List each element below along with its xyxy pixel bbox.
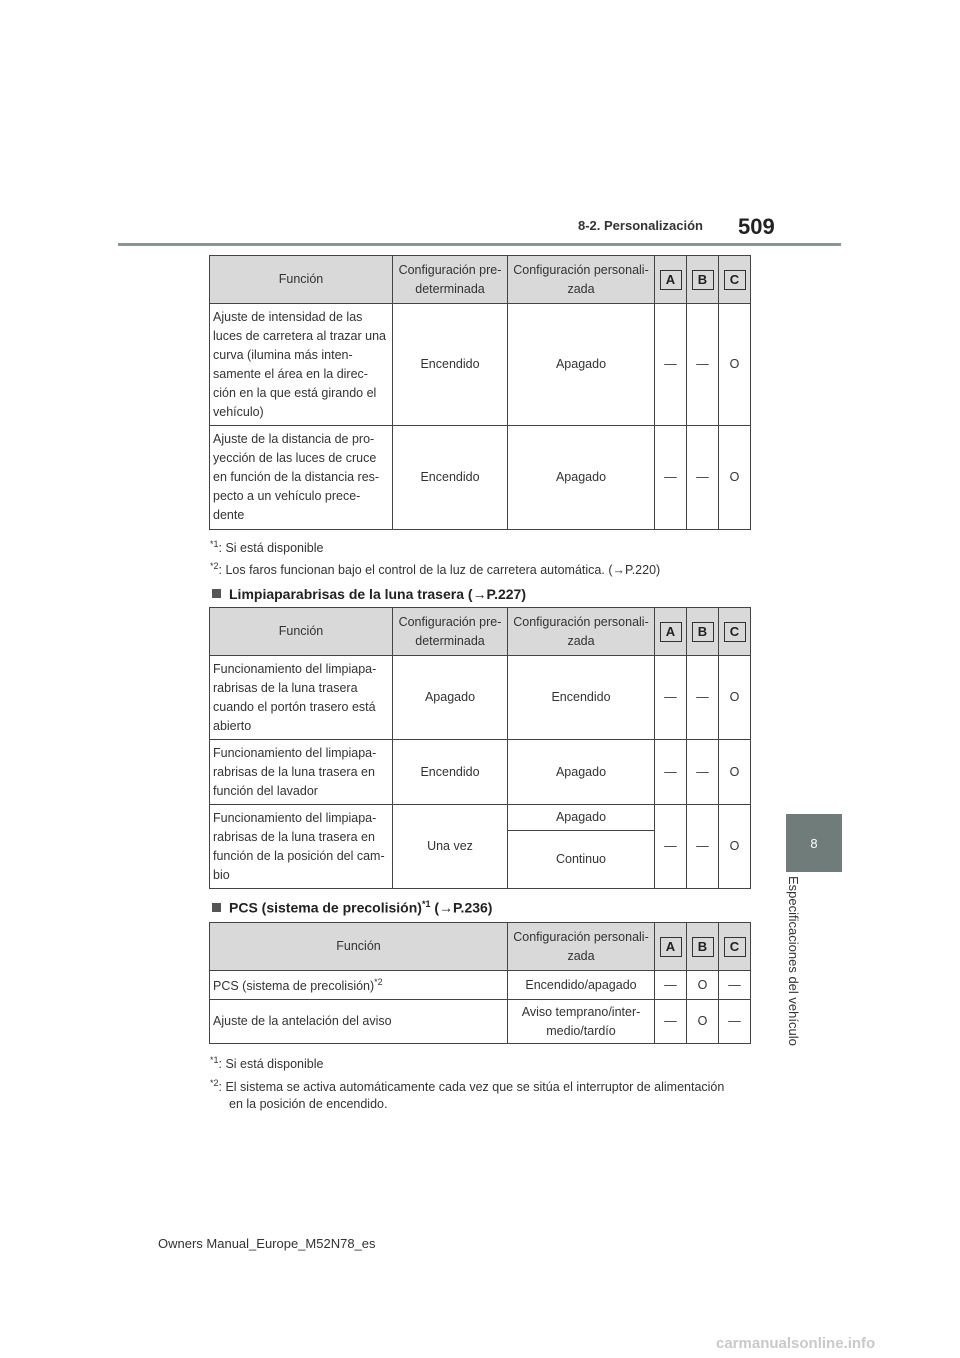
header-funcion: Función: [210, 923, 508, 971]
table-headlights: [209, 255, 751, 530]
column-a-label: A: [660, 937, 682, 957]
header-personalizada: Configuración personali-zada: [508, 923, 655, 971]
footnote: $^{*2}$: Los faros funcionan bajo el control de la luz de carretera automática. (→P.220): [210, 561, 661, 578]
column-c-label: C: [724, 270, 746, 290]
table-row: Funcionamiento del limpiapa-rabrisas de la luna trasera cuando el portón trasero está abierto Apagado Encendido — — O: [210, 656, 751, 740]
table-row: Ajuste de la distancia de pro-yección de las luces de cruce en función de la distancia res-pecto a un vehículo prece-dente Encendido Apagado — — O: [210, 426, 751, 530]
footnote: $^{*2}$: El sistema se activa automáticamente cada vez que se sitúa el interruptor de alimentación: [210, 1078, 725, 1095]
section-title-rear-wiper: Limpiaparabrisas de la luna trasera (→P.227): [212, 586, 526, 602]
chapter-number: 8: [810, 835, 818, 851]
header-funcion: Función: [210, 608, 393, 656]
header-funcion: Función: [210, 256, 393, 304]
column-a-label: A: [660, 270, 682, 290]
header-predeterminada: Configuración pre-determinada: [393, 256, 508, 304]
table-row: Ajuste de intensidad de las luces de carretera al trazar una curva (ilumina más inten-samente el área en la direc-ción en la que está girando el vehículo) Encendido Apagado — — O: [210, 304, 751, 426]
table-row: Funcionamiento del limpiapa-rabrisas de la luna trasera en función del lavador Encendido Apagado — — O: [210, 740, 751, 805]
bullet-square-icon: [212, 903, 221, 912]
column-a-label: A: [660, 622, 682, 642]
watermark: carmanualsonline.info: [716, 1335, 876, 1352]
table-pcs: [209, 922, 751, 1044]
chapter-label: Especificaciones del vehículo: [786, 876, 801, 1046]
table-row: PCS (sistema de precolisión)$^{*2}$ Encendido/apagado — O —: [210, 971, 751, 1000]
header-personalizada: Configuración personali-zada: [508, 608, 655, 656]
header-predeterminada: Configuración pre-determinada: [393, 608, 508, 656]
footer-doc-id: Owners Manual_Europe_M52N78_es: [158, 1236, 376, 1251]
header-rule: [118, 243, 841, 246]
chapter-tab: [786, 814, 842, 872]
column-c-label: C: [724, 622, 746, 642]
footnote: $^{*1}$: Si está disponible: [210, 539, 324, 556]
page-number: 509: [738, 214, 775, 239]
header-personalizada: Configuración personali-zada: [508, 256, 655, 304]
footnote-continuation: en la posición de encendido.: [229, 1097, 388, 1111]
column-b-label: B: [692, 937, 714, 957]
bullet-square-icon: [212, 589, 221, 598]
table-row: Ajuste de la antelación del aviso Aviso temprano/inter-medio/tardío — O —: [210, 1000, 751, 1044]
footnote: $^{*1}$: Si está disponible: [210, 1055, 324, 1072]
table-row: Funcionamiento del limpiapa-rabrisas de la luna trasera en función de la posición del cam-bio Una vez Apagado — — O: [210, 805, 751, 831]
column-b-label: B: [692, 270, 714, 290]
section-heading: 8-2. Personalización: [578, 218, 703, 233]
column-b-label: B: [692, 622, 714, 642]
column-c-label: C: [724, 937, 746, 957]
section-title-pcs: PCS (sistema de precolisión)$^{*1}$ (→P.236): [212, 899, 492, 916]
table-rear-wiper: Función Configuración pre-determinada Configuración personali-zada A B C Funcionamiento del limpiapa-rabrisas de la luna trasera cuando el portón trasero está abierto Apagado Encendido — — O Funcionamiento del limpiapa-rabrisas de la luna trasera en función del lavador Encendido Apagado — — O Funcionamiento del limpiapa-rabrisas de la luna trasera en función de la posición del cam-bio Una vez Apagado — — O Continuo: [209, 607, 751, 889]
